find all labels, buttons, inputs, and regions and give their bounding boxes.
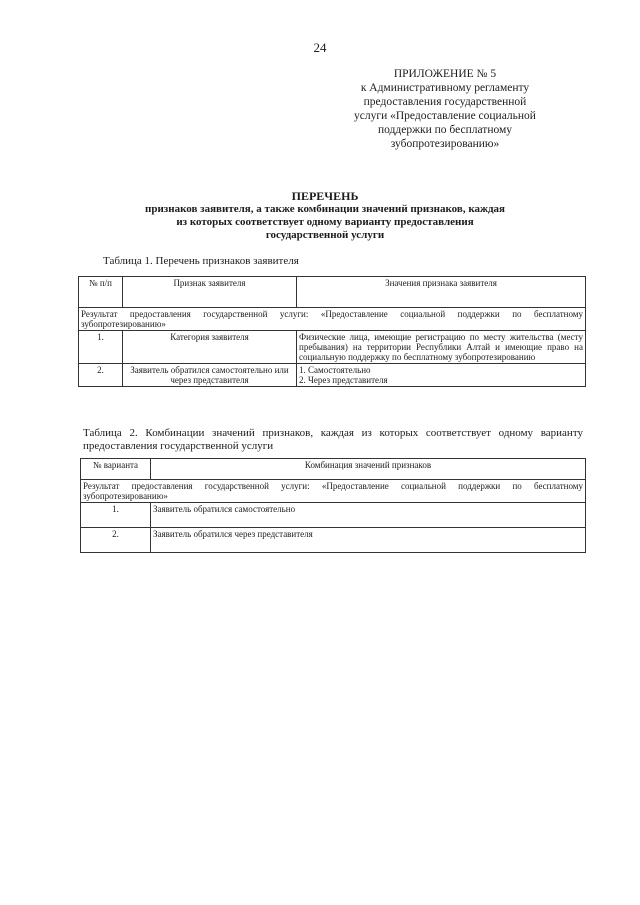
appendix-line: зубопротезированию» — [390, 138, 500, 150]
table-row — [79, 331, 586, 364]
row-combo: Заявитель обратился самостоятельно — [151, 503, 586, 528]
table-result-row — [79, 308, 586, 331]
appendix-line: услуги «Предоставление социальной — [354, 110, 536, 122]
heading-line: из которых соответствует одному варианту предоставления — [176, 216, 474, 228]
appendix-line: поддержки по бесплатному — [377, 124, 513, 136]
heading-line: государственной услуги — [265, 229, 385, 241]
row-num: 2. — [81, 528, 151, 553]
heading-line: признаков заявителя, а также комбинации значений признаков, каждая — [145, 203, 505, 215]
value-option: 2. Через представителя — [299, 375, 388, 385]
result-cell: Результат предоставления государственной услуги: «Предоставление социальной поддержки по бесплатному зубопротезированию» — [81, 480, 586, 503]
value-option: 1. Самостоятельно — [299, 365, 371, 375]
table-header-row — [81, 459, 586, 480]
row-value: Физические лица, имеющие регистрацию по месту жительства (месту пребывания) на территории Республики Алтай и имеющие право на социальную поддержку по бесплатному зубопротезированию — [297, 331, 586, 364]
appendix-line: предоставления государственной — [363, 96, 527, 108]
row-num: 2. — [79, 364, 123, 387]
table2-caption: Таблица 2. Комбинации значений признаков, каждая из которых соответствует одному варианту предоставления государственной услуги — [83, 427, 583, 452]
signs-table — [78, 276, 586, 387]
row-value — [297, 364, 586, 387]
table-header-row — [79, 277, 586, 308]
header-sign: Признак заявителя — [123, 277, 297, 308]
table-result-row — [81, 480, 586, 503]
appendix-block — [330, 67, 560, 151]
combinations-table — [80, 458, 586, 553]
heading-title: ПЕРЕЧЕНЬ — [291, 189, 359, 203]
row-num: 1. — [81, 503, 151, 528]
row-sign: Заявитель обратился самостоятельно или через представителя — [123, 364, 297, 387]
table-row — [81, 503, 586, 528]
appendix-line: к Административному регламенту — [360, 82, 530, 94]
row-sign: Категория заявителя — [123, 331, 297, 364]
table-row — [79, 364, 586, 387]
header-num: № варианта — [81, 459, 151, 480]
table-row — [81, 528, 586, 553]
header-num: № п/п — [79, 277, 123, 308]
document-heading — [130, 190, 520, 242]
result-cell: Результат предоставления государственной услуги: «Предоставление социальной поддержки по бесплатному зубопротезированию» — [79, 308, 586, 331]
header-combo: Комбинация значений признаков — [151, 459, 586, 480]
appendix-title: ПРИЛОЖЕНИЕ № 5 — [393, 68, 497, 80]
row-combo: Заявитель обратился через представителя — [151, 528, 586, 553]
header-value: Значения признака заявителя — [297, 277, 586, 308]
page-number: 24 — [313, 40, 327, 55]
table1-caption: Таблица 1. Перечень признаков заявителя — [103, 255, 299, 267]
row-num: 1. — [79, 331, 123, 364]
